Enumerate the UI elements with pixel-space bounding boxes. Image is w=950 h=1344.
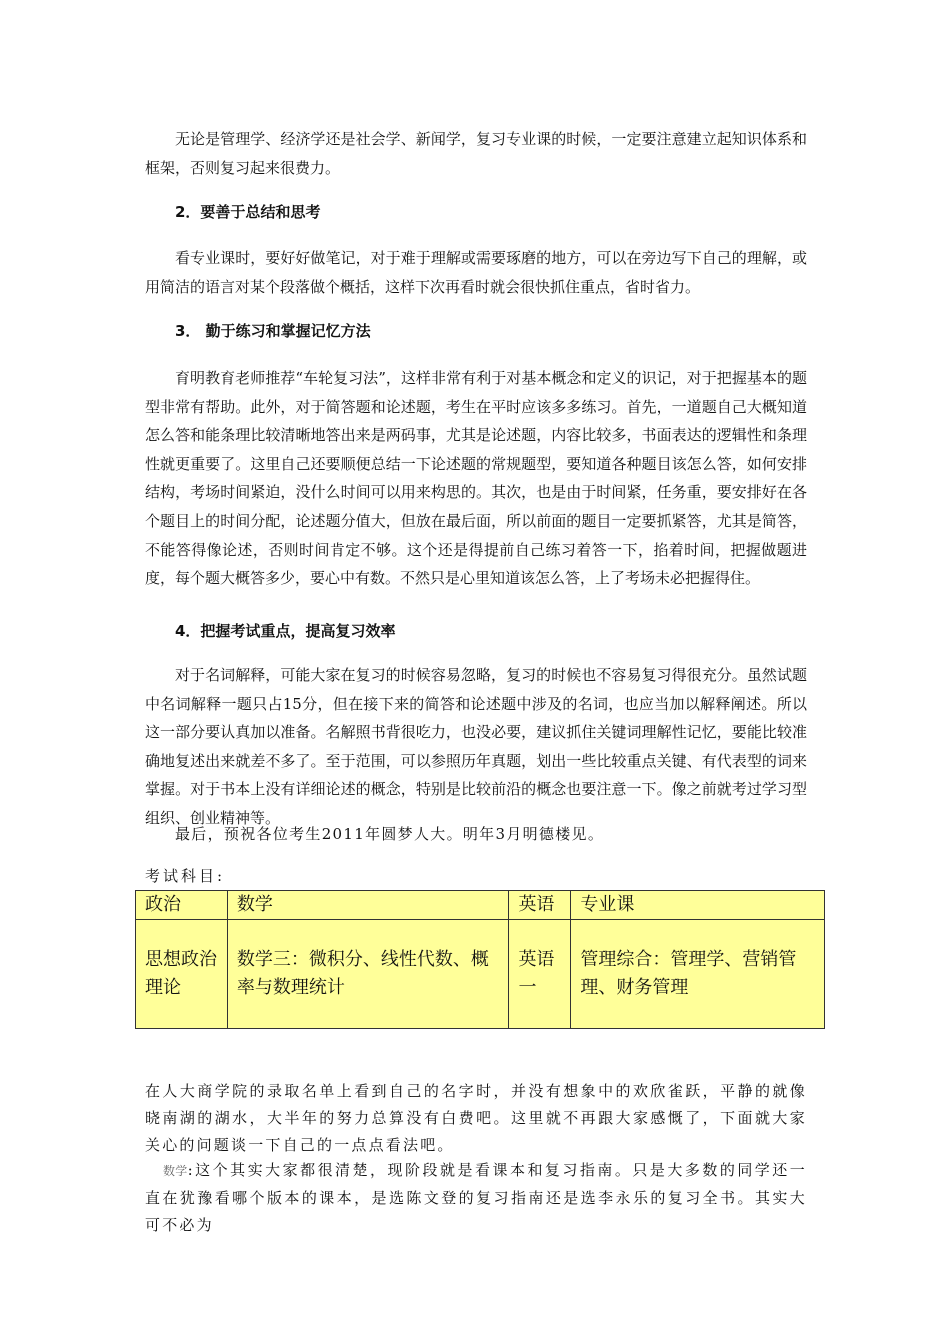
cell-math: 数学三：微积分、线性代数、概率与数理统计: [227, 920, 509, 1029]
header-politics: 政治: [136, 891, 228, 920]
paragraph-wheel-review: 育明教育老师推荐“车轮复习法”，这样非常有利于对基本概念和定义的识记，对于把握基本的题型非常有帮助。此外，对于简答题和论述题，考生在平时应该多多练习。首先，一道题自己大概知道怎么答和能条理比较清晰地答出来是两码事，尤其是论述题，内容比较多，书面表达的逻辑性和条理性就更重要了。这里自己还要顺便总结一下论述题的常规题型，要知道各种题目该怎么答，如何安排结构，考场时间紧迫，没什么时间可以用来构思的。其次，也是由于时间紧，任务重，要安排好在各个题目上的时间分配，论述题分值大，但放在最后面，所以前面的题目一定要抓紧答，尤其是简答，不能答得像论述，否则时间肯定不够。这个还是得提前自己练习着答一下，掐着时间，把握做题进度，每个题大概答多少，要心中有数。不然只是心里知道该怎么答，上了考场未必把握得住。: [145, 369, 807, 588]
paragraph-term-explanation: 对于名词解释，可能大家在复习的时候容易忽略，复习的时候也不容易复习得很充分。虽然试题中名词解释一题只占15分，但在接下来的简答和论述题中涉及的名词，也应当加以解释阐述。所以这一部分要认真加以准备。名解照书背很吃力，也没必要，建议抓住关键词理解性记忆，要能比较准确地复述出来就差不多了。至于范围，可以参照历年真题，划出一些比较重点关键、有代表型的词来掌握。对于书本上没有详细论述的概念，特别是比较前沿的概念也要注意一下。像之前就考过学习型组织、创业精神等。: [145, 666, 807, 827]
paragraph-notes: 看专业课时，要好好做笔记，对于难于理解或需要琢磨的地方，可以在旁边写下自己的理解，或用简洁的语言对某个段落做个概括，这样下次再看时就会很快抓住重点，省时省力。: [145, 249, 807, 296]
exam-subjects-table: [135, 890, 825, 1029]
cell-english: 英语一: [509, 920, 571, 1029]
math-label: 数学: [163, 1164, 188, 1178]
paragraph-math-advice: [145, 1157, 807, 1239]
heading-summarize-think: 2．要善于总结和思考: [175, 203, 321, 221]
cell-major: 管理综合：管理学、营销管理、财务管理: [571, 920, 825, 1029]
table-row: [136, 920, 825, 1029]
header-math: 数学: [227, 891, 509, 920]
exam-subjects-label: 考试科目:: [145, 867, 226, 885]
heading-exam-focus: 4．把握考试重点，提高复习效率: [175, 622, 396, 640]
header-english: 英语: [509, 891, 571, 920]
paragraph-admission: 在人大商学院的录取名单上看到自己的名字时，并没有想象中的欢欣雀跃，平静的就像晓南湖的湖水，大半年的努力总算没有白费吧。这里就不再跟大家感慨了，下面就大家关心的问题谈一下自己的一点点看法吧。: [145, 1082, 807, 1154]
paragraph-knowledge-system: 无论是管理学、经济学还是社会学、新闻学，复习专业课的时候，一定要注意建立起知识体系和框架，否则复习起来很费力。: [145, 130, 807, 177]
table-header-row: [136, 891, 825, 920]
heading-practice-memory: 3． 勤于练习和掌握记忆方法: [175, 322, 371, 340]
paragraph-best-wishes: 最后，预祝各位考生2011年圆梦人大。明年3月明德楼见。: [175, 825, 605, 843]
math-advice-text: :这个其实大家都很清楚，现阶段就是看课本和复习指南。只是大多数的同学还一直在犹豫看哪个版本的课本，是选陈文登的复习指南还是选李永乐的复习全书。其实大可不必为: [145, 1161, 807, 1234]
header-major: 专业课: [571, 891, 825, 920]
cell-politics: 思想政治理论: [136, 920, 228, 1029]
